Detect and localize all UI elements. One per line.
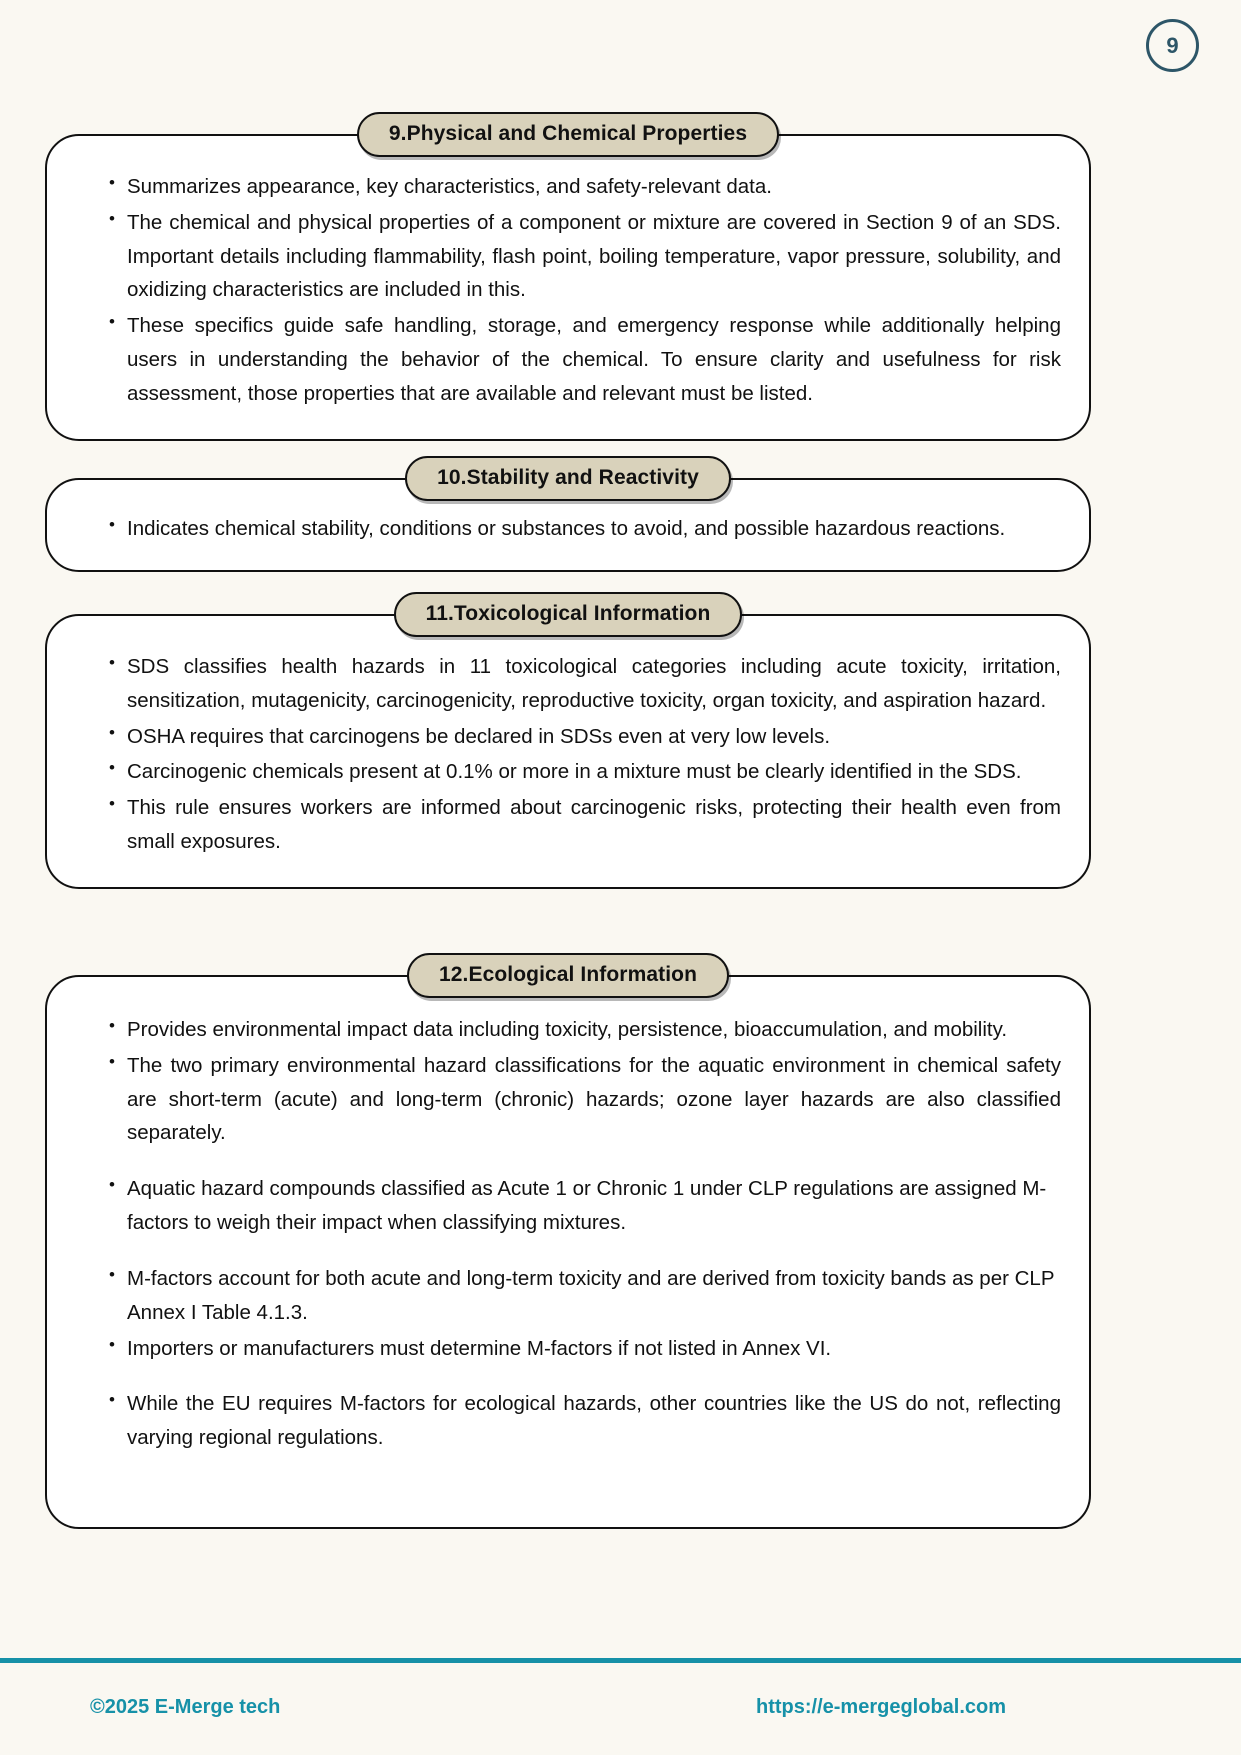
section-box bbox=[45, 466, 1091, 572]
bullet-list bbox=[75, 170, 1061, 411]
section-body bbox=[47, 136, 1089, 439]
footer-divider bbox=[0, 1658, 1241, 1663]
bullet-list bbox=[75, 512, 1061, 546]
list-item: • Indicates chemical stability, conditions or substances to avoid, and possible hazardous reactions. bbox=[111, 512, 1061, 546]
section-title-12: 12.Ecological Information bbox=[407, 953, 729, 998]
list-item: • While the EU requires M-factors for ecological hazards, other countries like the US do not, reflecting varying regional regulations. bbox=[111, 1387, 1061, 1455]
list-item: • Aquatic hazard compounds classified as Acute 1 or Chronic 1 under CLP regulations are assigned M-factors to weigh their impact when classifying mixtures. bbox=[111, 1172, 1061, 1240]
section-body bbox=[47, 616, 1089, 887]
section-physical-chemical-properties bbox=[45, 122, 1091, 441]
list-item: • The chemical and physical properties of a component or mixture are covered in Section 9 of an SDS. Important details including flammability, flash point, boiling temperature, vapor pressure, solubility, and oxidizing characteristics are included in this. bbox=[111, 206, 1061, 307]
section-toxicological-information bbox=[45, 602, 1091, 889]
page-number-badge: 9 bbox=[1146, 19, 1199, 72]
list-item: • Summarizes appearance, key characteristics, and safety-relevant data. bbox=[111, 170, 1061, 204]
bullet-list bbox=[75, 1013, 1061, 1455]
list-item: • SDS classifies health hazards in 11 toxicological categories including acute toxicity, irritation, sensitization, mutagenicity, carcinogenicity, reproductive toxicity, organ toxicity, and aspiration hazard. bbox=[111, 650, 1061, 718]
list-item: • OSHA requires that carcinogens be declared in SDSs even at very low levels. bbox=[111, 720, 1061, 754]
page-footer bbox=[0, 1687, 1241, 1727]
section-body bbox=[47, 977, 1089, 1527]
bullet-list bbox=[75, 650, 1061, 859]
list-item: • These specifics guide safe handling, storage, and emergency response while additionally helping users in understanding the behavior of the chemical. To ensure clarity and usefulness for risk assessment, those properties that are available and relevant must be listed. bbox=[111, 309, 1061, 410]
footer-copyright: ©2025 E-Merge tech bbox=[90, 1695, 281, 1718]
footer-website-link[interactable]: https://e-mergeglobal.com bbox=[756, 1695, 1007, 1718]
section-ecological-information bbox=[45, 963, 1091, 1529]
section-box bbox=[45, 963, 1091, 1529]
list-item: • M-factors account for both acute and long-term toxicity and are derived from toxicity bands as per CLP Annex I Table 4.1.3. bbox=[111, 1262, 1061, 1330]
list-item: • The two primary environmental hazard classifications for the aquatic environment in chemical safety are short-term (acute) and long-term (chronic) hazards; ozone layer hazards are also classified separately. bbox=[111, 1049, 1061, 1150]
list-item: • This rule ensures workers are informed about carcinogenic risks, protecting their health even from small exposures. bbox=[111, 791, 1061, 859]
section-stability-reactivity bbox=[45, 466, 1091, 572]
section-box bbox=[45, 122, 1091, 441]
list-item: • Importers or manufacturers must determine M-factors if not listed in Annex VI. bbox=[111, 1332, 1061, 1366]
list-item: • Provides environmental impact data including toxicity, persistence, bioaccumulation, and mobility. bbox=[111, 1013, 1061, 1047]
section-box bbox=[45, 602, 1091, 889]
section-title-10: 10.Stability and Reactivity bbox=[405, 456, 731, 501]
list-item: • Carcinogenic chemicals present at 0.1% or more in a mixture must be clearly identified in the SDS. bbox=[111, 755, 1061, 789]
section-title-9: 9.Physical and Chemical Properties bbox=[357, 112, 779, 157]
section-title-11: 11.Toxicological Information bbox=[394, 592, 743, 637]
